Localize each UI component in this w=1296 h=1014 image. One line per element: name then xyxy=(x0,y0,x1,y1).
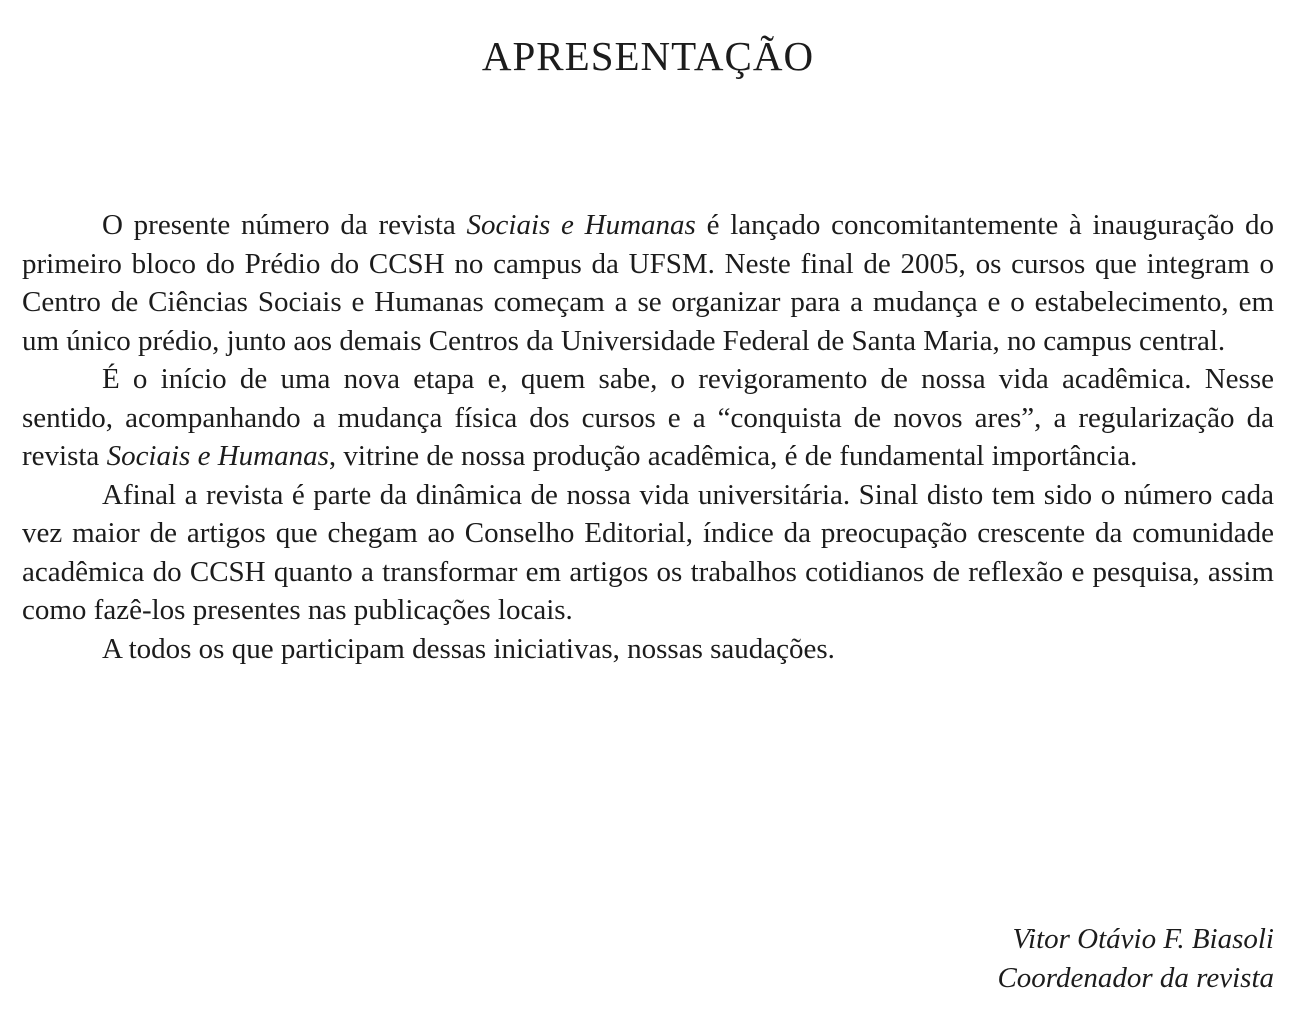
paragraph-2-journal-name: Sociais e Humanas xyxy=(106,440,329,472)
body-text xyxy=(22,206,1274,668)
paragraph-2 xyxy=(22,360,1274,476)
signature-block xyxy=(997,920,1274,998)
page-title: APRESENTAÇÃO xyxy=(481,33,815,79)
signature-role: Coordenador da revista xyxy=(997,962,1274,994)
paragraph-1-text-end: é lançado concomitantemente à inauguração do primeiro bloco do Prédio do CCSH no campus da UFSM. Neste final de 2005, os cursos que integram o Centro de Ciências Sociais e Humanas começam a se organizar para a mudança e o estabelecimento, em um único prédio, junto aos demais Centros da Universidade Federal de Santa Maria, no campus central. xyxy=(22,209,1274,357)
paragraph-1 xyxy=(22,206,1274,360)
paragraph-2-text-end: , vitrine de nossa produção acadêmica, é de fundamental importância. xyxy=(328,440,1138,472)
signature-name: Vitor Otávio F. Biasoli xyxy=(1012,923,1274,955)
paragraph-3-text: Afinal a revista é parte da dinâmica de nossa vida universitária. Sinal disto tem sido o número cada vez maior de artigos que chegam ao Conselho Editorial, índice da preocupação crescente da comunidade acadêmica do CCSH quanto a transformar em artigos os trabalhos cotidianos de reflexão e pesquisa, assim como fazê-los presentes nas publicações locais. xyxy=(22,478,1274,626)
document-page xyxy=(22,0,1274,1014)
paragraph-4 xyxy=(22,630,1274,669)
paragraph-4-text: A todos os que participam dessas iniciativas, nossas saudações. xyxy=(102,632,835,665)
paragraph-2-text-start: É o início de uma nova etapa e, quem sabe, o revigoramento de nossa vida acadêmica. Nesse sentido, acompanhando a mudança física dos cursos e a “conquista de novos ares”, a regularização da revista xyxy=(22,363,1274,472)
paragraph-3 xyxy=(22,476,1274,630)
paragraph-1-text-start: O presente número da revista xyxy=(102,209,467,241)
paragraph-1-journal-name: Sociais e Humanas xyxy=(466,209,696,241)
